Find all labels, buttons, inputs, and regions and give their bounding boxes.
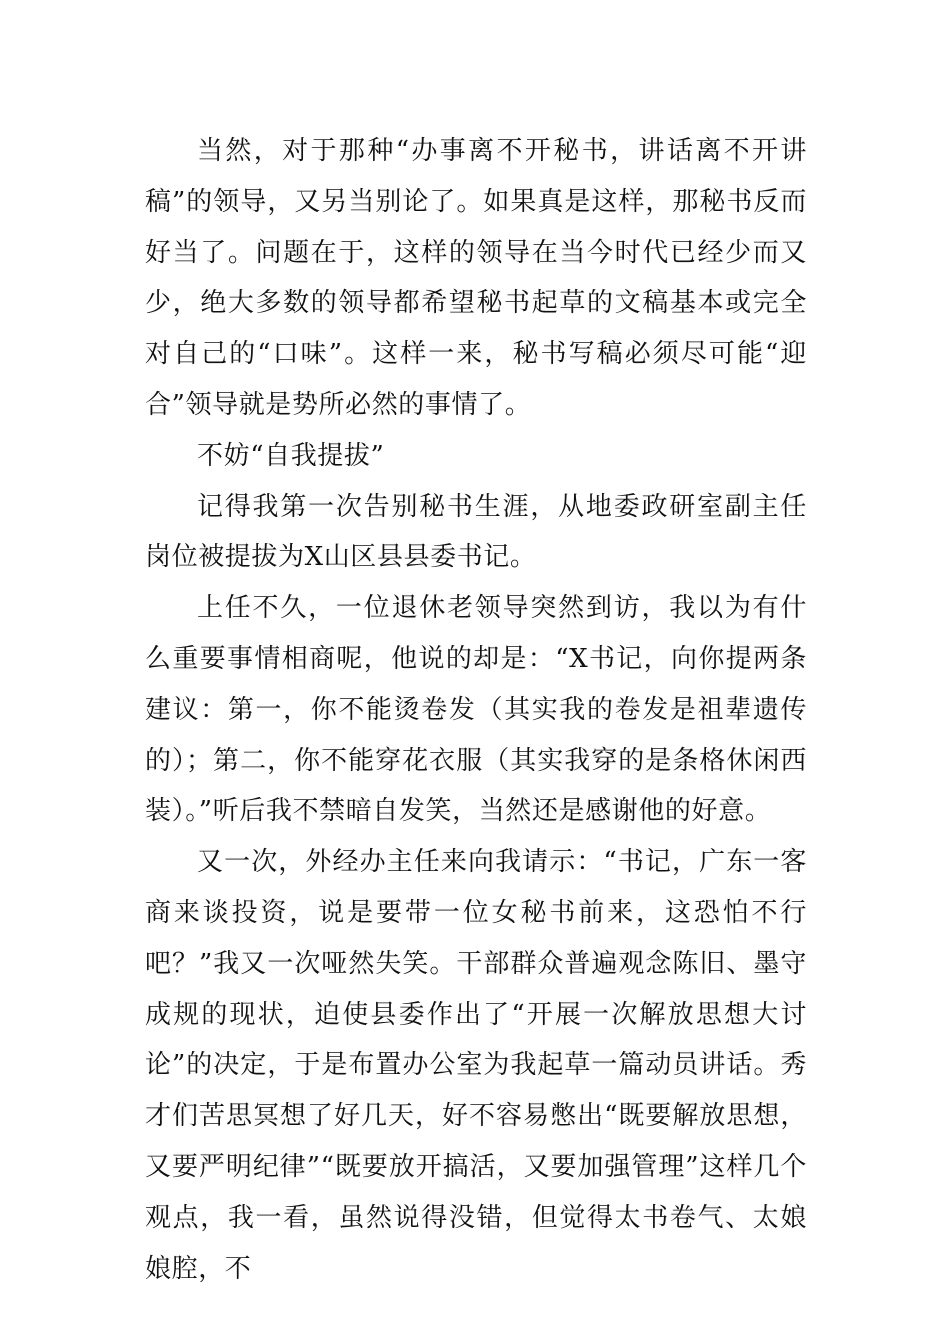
document-body	[145, 126, 807, 1294]
paragraph-2: 记得我第一次告别秘书生涯，从地委政研室副主任岗位被提拔为X山区县县委书记。	[145, 491, 807, 573]
paragraph-1: 当然，对于那种“办事离不开秘书，讲话离不开讲稿”的领导，又另当别论了。如果真是这样，那秘书反而好当了。问题在于，这样的领导在当今时代已经少而又少，绝大多数的领导都希望秘书起草的文稿基本或完全对自己的“口味”。这样一来，秘书写稿必须尽可能“迎合”领导就是势所必然的事情了。	[145, 136, 807, 420]
paragraph-3: 上任不久，一位退休老领导突然到访，我以为有什么重要事情相商呢，他说的却是：“X书记，向你提两条建议：第一，你不能烫卷发（其实我的卷发是祖辈遗传的）；第二，你不能穿花衣服（其实我穿的是条格休闲西装）。”听后我不禁暗自发笑，当然还是感谢他的好意。	[145, 593, 807, 827]
paragraph-4: 又一次，外经办主任来向我请示：“书记，广东一客商来谈投资，说是要带一位女秘书前来，这恐怕不行吧？”我又一次哑然失笑。干部群众普遍观念陈旧、墨守成规的现状，迫使县委作出了“开展一次解放思想大讨论”的决定，于是布置办公室为我起草一篇动员讲话。秀才们苦思冥想了好几天，好不容易憋出“既要解放思想，又要严明纪律”“既要放开搞活，又要加强管理”这样几个观点，我一看，虽然说得没错，但觉得太书卷气、太娘娘腔，不	[145, 847, 807, 1284]
section-heading: 不妨“自我提拔”	[197, 440, 385, 471]
